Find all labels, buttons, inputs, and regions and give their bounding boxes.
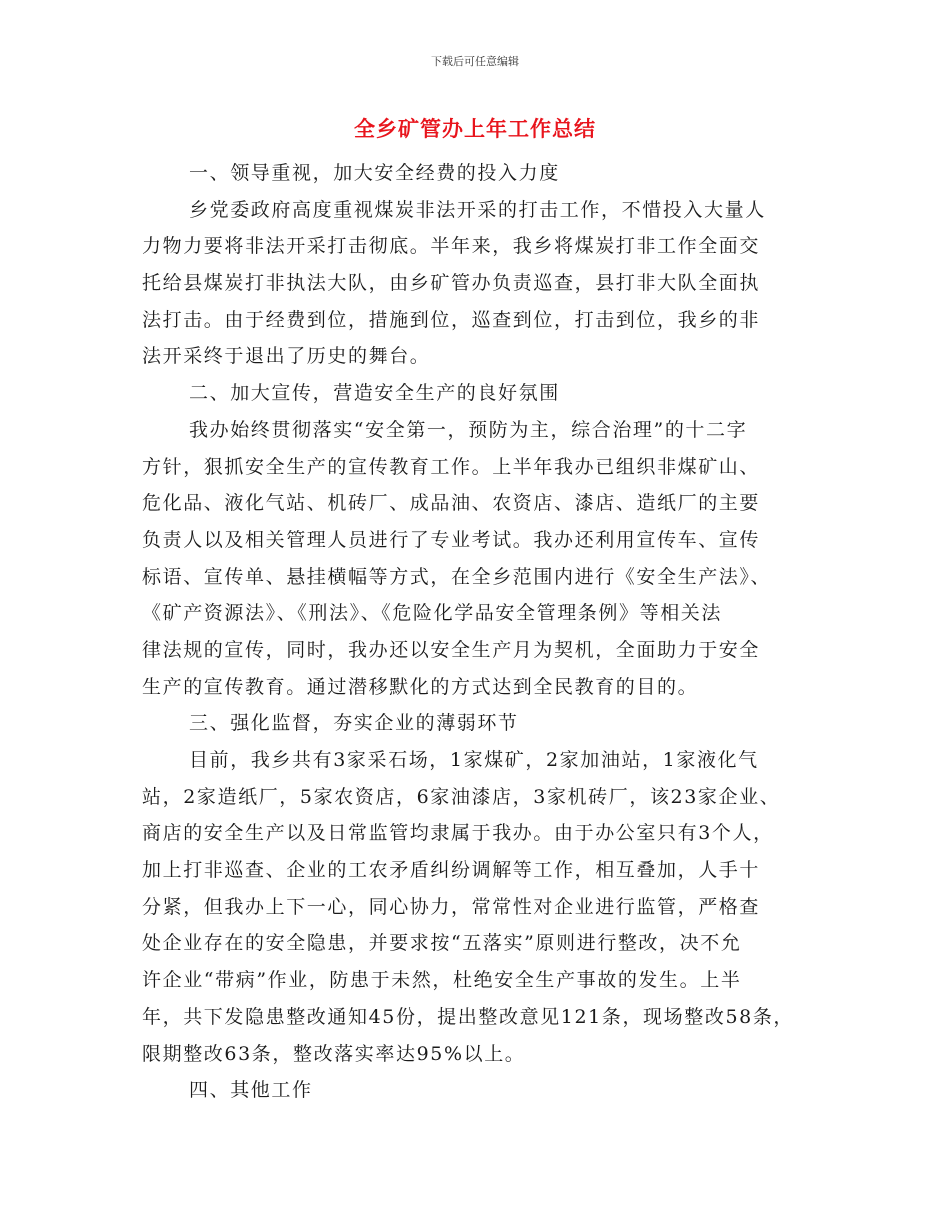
paragraph-line: 标语、宣传单、悬挂横幅等方式，在全乡范围内进行《安全生产法》、 xyxy=(142,565,772,588)
paragraph-line: 负责人以及相关管理人员进行了专业考试。我办还利用宣传车、宣传 xyxy=(142,528,761,551)
paragraph-line: 限期整改63条，整改落实率达95%以上。 xyxy=(142,1042,526,1065)
paragraph-line: 我办始终贯彻落实“安全第一，预防为主，综合治理”的十二字 xyxy=(189,418,748,441)
paragraph-line: 分紧，但我办上下一心，同心协力，常常性对企业进行监管，严格查 xyxy=(142,895,761,918)
paragraph-line: 力物力要将非法开采打击彻底。半年来，我乡将煤炭打非工作全面交 xyxy=(142,235,761,258)
paragraph-line: 法开采终于退出了历史的舞台。 xyxy=(142,345,431,368)
paragraph-line: 律法规的宣传，同时，我办还以安全生产月为契机，全面助力于安全 xyxy=(142,638,761,661)
paragraph-line: 年，共下发隐患整改通知45份，提出整改意见121条，现场整改58条， xyxy=(142,1005,795,1028)
paragraph-line: 托给县煤炭打非执法大队，由乡矿管办负责巡查，县打非大队全面执 xyxy=(142,272,761,295)
section-heading-3: 三、强化监督，夯实企业的薄弱环节 xyxy=(189,712,519,735)
paragraph-line: 法打击。由于经费到位，措施到位，巡查到位，打击到位，我乡的非 xyxy=(142,308,761,331)
paragraph-line: 生产的宣传教育。通过潜移默化的方式达到全民教育的目的。 xyxy=(142,675,699,698)
section-heading-2: 二、加大宣传，营造安全生产的良好氛围 xyxy=(189,382,560,405)
document-title: 全乡矿管办上年工作总结 xyxy=(354,117,596,141)
paragraph-line: 《矿产资源法》、《刑法》、《危险化学品安全管理条例》等相关法 xyxy=(142,602,723,625)
section-heading-4: 四、其他工作 xyxy=(189,1079,313,1102)
paragraph-line: 加上打非巡查、企业的工农矛盾纠纷调解等工作，相互叠加，人手十 xyxy=(142,859,761,882)
paragraph-line: 商店的安全生产以及日常监管均隶属于我办。由于办公室只有3个人， xyxy=(142,822,774,845)
paragraph-line: 乡党委政府高度重视煤炭非法开采的打击工作，不惜投入大量人 xyxy=(189,198,766,221)
paragraph-line: 站，2家造纸厂，5家农资店，6家油漆店，3家机砖厂，该23家企业、 xyxy=(142,785,781,808)
paragraph-line: 方针，狠抓安全生产的宣传教育工作。上半年我办已组织非煤矿山、 xyxy=(142,455,761,478)
paragraph-line: 处企业存在的安全隐患，并要求按“五落实”原则进行整改，决不允 xyxy=(142,932,742,955)
header-note: 下载后可任意编辑 xyxy=(431,55,519,68)
paragraph-line: 危化品、液化气站、机砖厂、成品油、农资店、漆店、造纸厂的主要 xyxy=(142,492,761,515)
paragraph-line: 目前，我乡共有3家采石场，1家煤矿，2家加油站，1家液化气 xyxy=(189,749,759,771)
section-heading-1: 一、领导重视，加大安全经费的投入力度 xyxy=(189,162,560,184)
paragraph-line: 许企业“带病”作业，防患于未然，杜绝安全生产事故的发生。上半 xyxy=(142,969,742,992)
document-body xyxy=(142,155,842,1109)
